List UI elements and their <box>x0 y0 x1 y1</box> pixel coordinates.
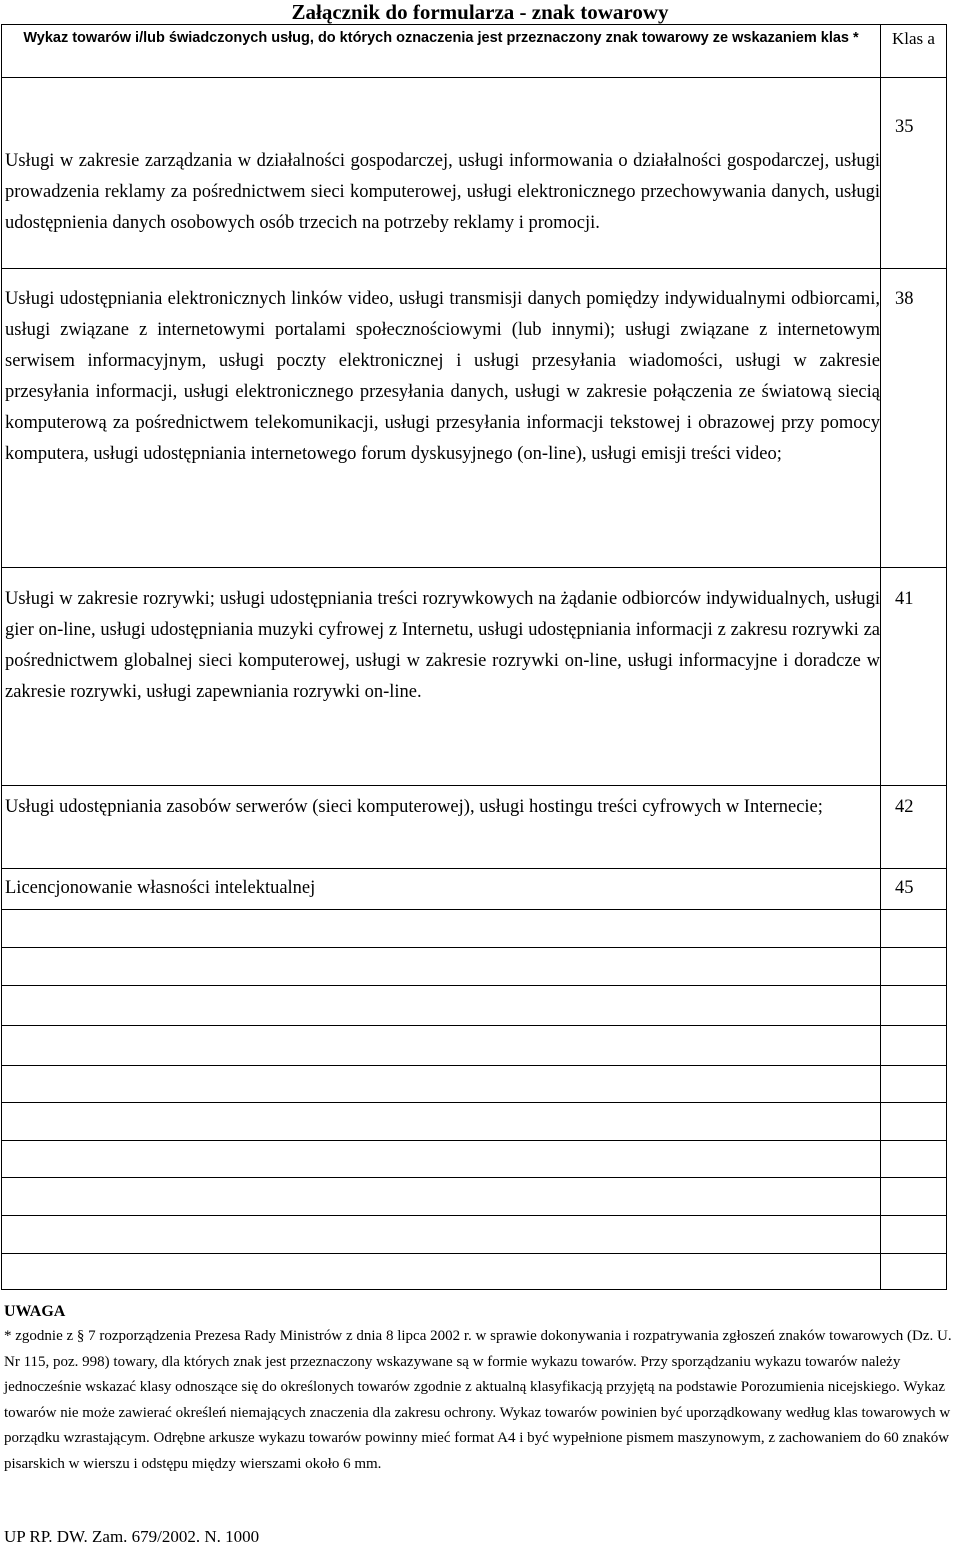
empty-row <box>2 948 947 986</box>
empty-row <box>2 1216 947 1254</box>
empty-row <box>2 1026 947 1066</box>
footer-reference: UP RP. DW. Zam. 679/2002. N. 1000 <box>4 1527 260 1546</box>
table-header-row <box>2 25 947 78</box>
empty-row <box>2 1178 947 1216</box>
entry-class: 35 <box>881 78 947 269</box>
empty-row <box>2 1141 947 1178</box>
goods-services-table <box>1 24 947 1290</box>
empty-row <box>2 986 947 1026</box>
notes-heading: UWAGA <box>4 1303 66 1320</box>
entry-class: 42 <box>881 786 947 869</box>
entry-description: Usługi udostępniania zasobów serwerów (sieci komputerowej), usługi hostingu treści cyfrowych w Internecie; <box>2 786 881 869</box>
table-row <box>2 78 947 269</box>
header-class: Klas a <box>881 25 947 78</box>
entry-class: 38 <box>881 269 947 568</box>
entry-description: Licencjonowanie własności intelektualnej <box>2 869 881 910</box>
entry-class: 41 <box>881 568 947 786</box>
empty-row <box>2 1103 947 1141</box>
empty-row <box>2 1254 947 1290</box>
notes-text: * zgodnie z § 7 rozporządzenia Prezesa Rady Ministrów z dnia 8 lipca 2002 r. w sprawie dokonywania i rozpatrywania zgłoszeń znaków towarowych (Dz. U. Nr 115, poz. 998) towary, dla których znak jest przeznaczony wskazywane są w formie wykazu towarów. Przy sporządzaniu wykazu towarów należy jednocześnie wskazać klasy odnoszące się do określonych towarów zgodnie z aktualną klasyfikacją przyjętą na podstawie Porozumienia nicejskiego. Wykaz towarów nie może zawierać określeń niemających znaczenia dla zakresu ochrony. Wykaz towarów powinien być uporządkowany według klas towarowych w porządku wzrastającym. Odrębne arkusze wykazu towarów powinny mieć format A4 i być wypełnione pismem maszynowym, z zachowaniem do 60 znaków pisarskich w wierszu i odstępu między wierszami około 6 mm. <box>4 1328 952 1472</box>
header-description: Wykaz towarów i/lub świadczonych usług, do których oznaczenia jest przeznaczony znak towarowy ze wskazaniem klas * <box>2 25 881 78</box>
entry-description: Usługi udostępniania elektronicznych linków video, usługi transmisji danych pomiędzy indywidualnymi odbiorcami, usługi związane z internetowymi portalami społecznościowymi (lub innymi); usługi związane z internetowym serwisem informacyjnym, usługi poczty elektronicznej i usługi przesyłania wiadomości, usługi w zakresie przesyłania informacji, usługi elektronicznego przesyłania danych, usługi w zakresie połączenia ze światową siecią komputerową za pośrednictwem telekomunikacji, usługi przesyłania informacji tekstowej i obrazowej przy pomocy komputera, usługi udostępniania internetowego forum dyskusyjnego (on-line), usługi emisji treści video; <box>2 269 881 568</box>
entry-description: Usługi w zakresie rozrywki; usługi udostępniania treści rozrywkowych na żądanie odbiorców indywidualnych, usługi gier on-line, usługi udostępniania muzyki cyfrowej z Internetu, usługi udostępniania informacji z zakresu rozrywki za pośrednictwem globalnej sieci komputerowej, usługi w zakresie rozrywki on-line, usługi informacyjne i doradcze w zakresie rozrywki, usługi zapewniania rozrywki on-line. <box>2 568 881 786</box>
entry-class: 45 <box>881 869 947 910</box>
table-row <box>2 869 947 910</box>
page-title: Załącznik do formularza - znak towarowy <box>291 0 669 24</box>
empty-row <box>2 1066 947 1103</box>
empty-row <box>2 910 947 948</box>
table-row <box>2 786 947 869</box>
table-row <box>2 568 947 786</box>
entry-description: Usługi w zakresie zarządzania w działalności gospodarczej, usługi informowania o działalności gospodarczej, usługi prowadzenia reklamy za pośrednictwem sieci komputerowej, usługi elektronicznego przechowywania danych, usługi udostępnienia danych osobowych osób trzecich na potrzeby reklamy i promocji. <box>2 78 881 269</box>
notes-section <box>4 1300 954 1477</box>
table-row <box>2 269 947 568</box>
